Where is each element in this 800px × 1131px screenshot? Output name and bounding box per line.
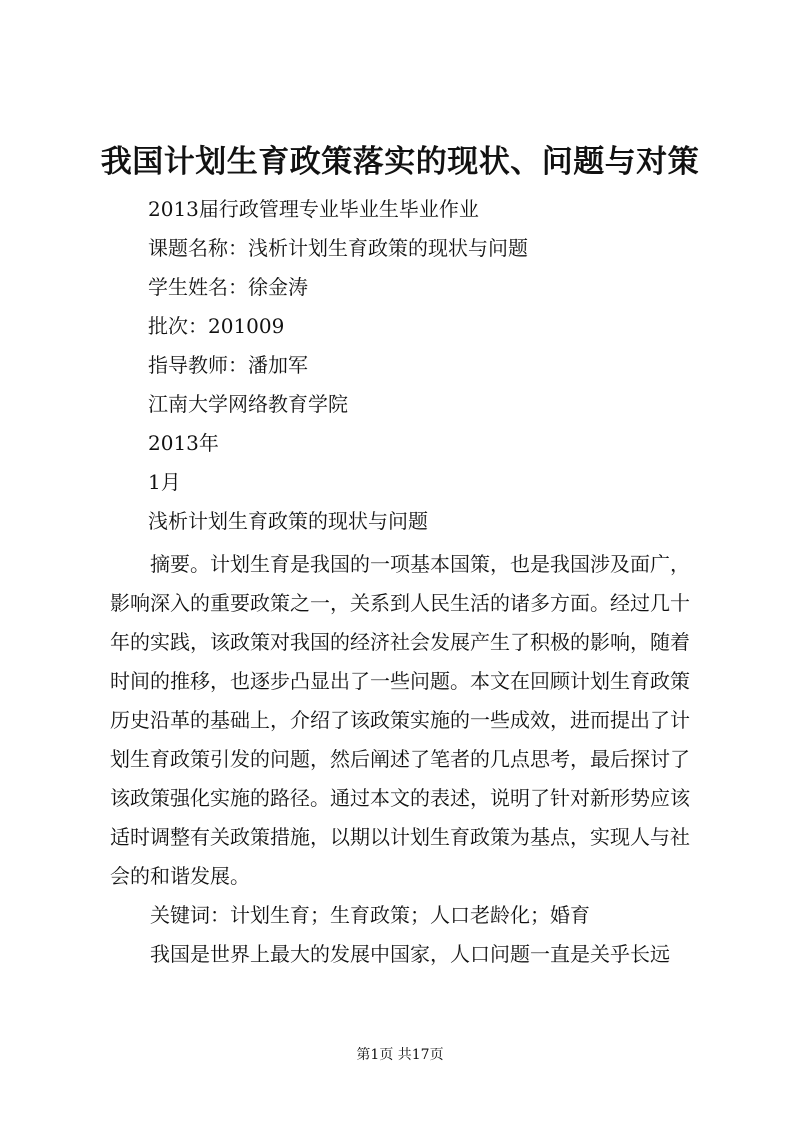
meta-line-batch: 批次：201009 (148, 314, 285, 338)
meta-line-topic: 课题名称：浅析计划生育政策的现状与问题 (148, 236, 528, 260)
meta-line-school: 江南大学网络教育学院 (148, 392, 348, 416)
meta-line-month: 1月 (148, 470, 181, 494)
meta-line-year: 2013年 (148, 431, 219, 455)
document-meta-block (148, 190, 708, 541)
document-title: 我国计划生育政策落实的现状、问题与对策 (100, 144, 700, 180)
document-body (110, 545, 690, 974)
meta-line-student: 学生姓名：徐金涛 (148, 275, 308, 299)
meta-line-graduation: 2013届行政管理专业毕业生毕业作业 (148, 197, 479, 221)
abstract-paragraph: 摘要。计划生育是我国的一项基本国策，也是我国涉及面广，影响深入的重要政策之一，关系到人民生活的诸多方面。经过几十年的实践，该政策对我国的经济社会发展产生了积极的影响，随着时间的推移，也逐步凸显出了一些问题。本文在回顾计划生育政策历史沿革的基础上，介绍了该政策实施的一些成效，进而提出了计划生育政策引发的问题，然后阐述了笔者的几点思考，最后探讨了该政策强化实施的路径。通过本文的表述，说明了针对新形势应该适时调整有关政策措施，以期以计划生育政策为基点，实现人与社会的和谐发展。 (110, 552, 690, 888)
meta-line-advisor: 指导教师：潘加军 (148, 353, 308, 377)
meta-line-subtitle: 浅析计划生育政策的现状与问题 (148, 509, 428, 533)
page-footer: 第1页 共17页 (356, 1047, 444, 1063)
keywords-paragraph: 关键词：计划生育；生育政策；人口老龄化；婚育 (150, 903, 590, 927)
intro-paragraph: 我国是世界上最大的发展中国家，人口问题一直是关乎长远 (150, 942, 670, 966)
